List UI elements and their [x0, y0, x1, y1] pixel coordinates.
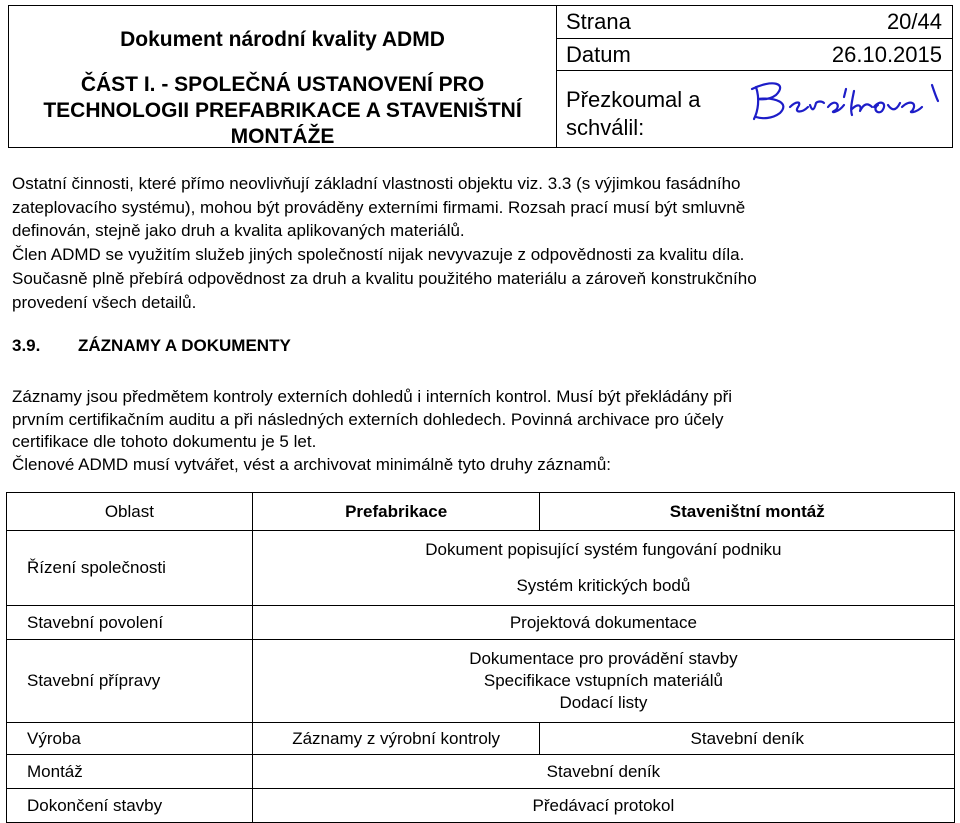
site-cell: Stavební deník: [540, 723, 955, 755]
merged-cell: [252, 531, 954, 606]
area-cell: Dokončení stavby: [7, 789, 253, 823]
cell-line: Dodací listy: [559, 693, 648, 712]
table-header-row: [7, 493, 955, 531]
paragraph-line: Člen ADMD se využitím služeb jiných společností nijak nevyvazuje z odpovědnosti za kvalitu díla.: [12, 245, 745, 265]
table-row: [7, 640, 955, 723]
area-cell: Výroba: [7, 723, 253, 755]
area-cell: Stavební povolení: [7, 606, 253, 640]
table-row: [7, 606, 955, 640]
area-cell: Stavební přípravy: [7, 640, 253, 723]
merged-cell: Stavební deník: [252, 755, 954, 789]
signature-image: [742, 77, 947, 125]
reviewed-label: [566, 86, 716, 142]
chapter-title-line: MONTÁŽE: [230, 125, 335, 148]
cell-line: Dokument popisující systém fungování podniku: [425, 540, 782, 559]
section-title: ZÁZNAMY A DOKUMENTY: [78, 336, 291, 355]
date-row: [557, 39, 952, 71]
merged-cell: Projektová dokumentace: [252, 606, 954, 640]
paragraph-line: prvním certifikačním auditu a při následných externích dohledech. Povinná archivace pro účely: [12, 409, 724, 429]
intro-paragraph: [12, 172, 942, 314]
reviewed-label-line: Přezkoumal a: [566, 87, 701, 112]
paragraph-line: Členové ADMD musí vytvářet, vést a archivovat minimálně tyto druhy záznamů:: [12, 454, 612, 474]
chapter-title: [9, 72, 556, 150]
table-row: [7, 723, 955, 755]
table-row: [7, 789, 955, 823]
page-label: Strana: [566, 9, 631, 34]
header-meta: [557, 6, 952, 147]
section-heading: [12, 336, 291, 356]
header-cell-area: Oblast: [7, 493, 253, 531]
approval-row: [557, 71, 952, 147]
document-header: [8, 5, 953, 148]
paragraph-line: Záznamy jsou předmětem kontroly externích dohledů i interních kontrol. Musí být překládány při: [12, 387, 733, 406]
header-title-cell: [9, 6, 557, 147]
merged-cell: Předávací protokol: [252, 789, 954, 823]
prefab-cell: Záznamy z výrobní kontroly: [252, 723, 540, 755]
cell-line: Systém kritických bodů: [516, 576, 691, 595]
area-cell: Řízení společnosti: [7, 531, 253, 606]
chapter-title-line: TECHNOLOGII PREFABRIKACE A STAVENIŠTNÍ: [43, 99, 522, 122]
table-row: [7, 755, 955, 789]
records-table: [6, 492, 955, 823]
cell-line: Specifikace vstupních materiálů: [483, 671, 723, 690]
header-cell-site: Staveništní montáž: [540, 493, 955, 531]
paragraph-line: certifikace dle tohoto dokumentu je 5 let.: [12, 432, 317, 451]
page-number: 20/44: [886, 9, 942, 34]
paragraph-line: definován, stejně jako druh a kvalita aplikovaných materiálů.: [12, 221, 465, 241]
merged-cell: [252, 640, 954, 723]
paragraph-line: Současně plně přebírá odpovědnost za druh a kvalitu použitého materiálu a zároveň konstrukčního: [12, 268, 757, 288]
records-paragraph: [12, 386, 942, 476]
table-row: [7, 531, 955, 606]
page-row: [557, 6, 952, 39]
cell-line: Dokumentace pro provádění stavby: [469, 649, 738, 668]
section-number: 3.9.: [12, 336, 41, 355]
date-value: 26.10.2015: [831, 42, 942, 67]
header-cell-prefab: Prefabrikace: [252, 493, 540, 531]
chapter-title-line: ČÁST I. - SPOLEČNÁ USTANOVENÍ PRO: [80, 73, 485, 96]
paragraph-line: Ostatní činnosti, které přímo neovlivňují základní vlastnosti objektu viz. 3.3 (s výjimkou fasádního: [12, 174, 741, 193]
paragraph-line: provedení všech detailů.: [12, 292, 197, 312]
paragraph-line: zateplovacího systému), mohou být prováděny externími firmami. Rozsah prací musí být smluvně: [12, 197, 746, 217]
reviewed-label-line: schválil:: [566, 115, 645, 140]
area-cell: Montáž: [7, 755, 253, 789]
date-label: Datum: [566, 42, 631, 67]
document-title: Dokument národní kvality ADMD: [120, 28, 445, 51]
